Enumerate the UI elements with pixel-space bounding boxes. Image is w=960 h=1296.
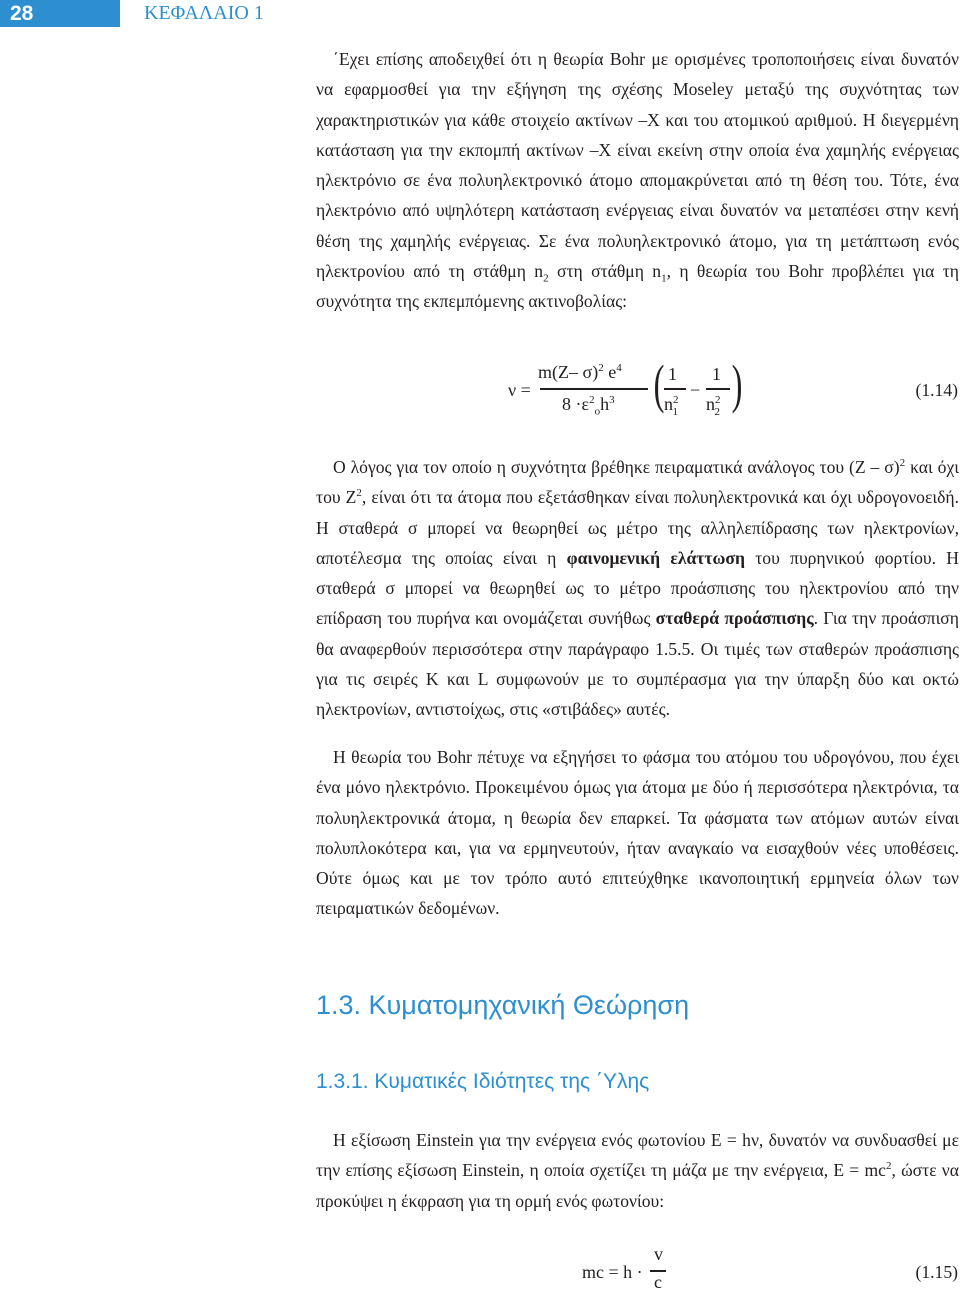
paragraph-text: Ο λόγος για τον οποίο η συχνότητα βρέθηκε πειραματικά ανάλογος του (Z – σ) <box>333 457 900 477</box>
fraction-bar <box>706 388 730 390</box>
paragraph-text: , είναι ότι τα άτομα που εξετάσθηκαν είναι πολυηλεκτρονικά και όχι υδρογονοειδή. Η σταθερά σ μπορεί να θεωρηθεί ως μέτρο της αλληλεπίδρασης των ηλεκτρονίων, αποτέλεσμα της οποίας είναι η <box>316 487 959 568</box>
bold-term: φαινομενική ελάττωση <box>566 547 745 568</box>
subscript: 2 <box>543 272 549 285</box>
bold-term: σταθερά προάσπισης <box>655 608 814 629</box>
section-heading-1-3: 1.3. Κυματομηχανική Θεώρηση <box>316 990 690 1020</box>
one-numerator-a: 1 <box>668 364 677 384</box>
paragraph-screening <box>316 452 959 725</box>
paragraph-text: , ώστε να προκύψει η έκφραση για τη ορμή ενός φωτονίου: <box>316 1160 959 1211</box>
equation-1-14 <box>500 352 960 432</box>
equation-denominator: $8 \cdot\varepsilon^2_oh^3$ <box>562 394 615 418</box>
equation-numerator: m(Z– σ)$^2$ $e^4$ <box>538 362 622 382</box>
chapter-label: ΚΕΦΑΛΑΙΟ 1 <box>144 2 264 24</box>
paragraph-text: στη στάθμη n <box>548 261 662 282</box>
equation-1-15 <box>580 1244 960 1296</box>
n2-denominator: $n^2_2$ <box>706 394 721 418</box>
superscript: 2 <box>885 1160 892 1173</box>
paragraph-text: και όχι του Z <box>316 457 959 508</box>
paragraph-text: ΄Εχει επίσης αποδειχθεί ότι η θεωρία Bohr με ορισμένες τροποποιήσεις είναι δυνατόν να εφαρμοσθεί για την εξήγηση της σχέσης Moseley μεταξύ της συχνότητας των χαρακτηριστικών για κάθε στοιχείο ακτίνων –X και του ατομικού αριθμού. Η διεγερμένη κατάσταση για την εκπομπή ακτίνων –X είναι εκείνη στην οποία ένα χαμηλής ενέργειας ηλεκτρόνιο σε ένα πολυηλεκτρονικό άτομο απομακρύνεται από τη θέση του. Τότε, ένα ηλεκτρόνιο από υψηλότερη κατάσταση ενέργειας είναι δυνατόν να μεταπέσει στην κενή θέση της χαμηλής ενέργειας. Σε ένα πολυηλεκτρονικό άτομο, για τη μετάπτωση ενός ηλεκτρονίου από τη στάθμη n <box>316 49 959 282</box>
superscript: 2 <box>899 457 906 470</box>
equation-numerator: v <box>654 1244 663 1264</box>
equation-lhs: mc = h · <box>582 1262 643 1282</box>
page-number: 28 <box>0 0 120 27</box>
section-heading-1-3-1: 1.3.1. Κυματικές Ιδιότητες της ΄Υλης <box>316 1070 650 1093</box>
one-numerator-b: 1 <box>712 364 721 384</box>
equation-denominator: c <box>654 1272 662 1292</box>
fraction-bar <box>540 388 648 390</box>
paragraph-bohr-limits <box>316 742 959 924</box>
paragraph-bohr-moseley <box>316 44 959 317</box>
equation-lhs: ν = <box>508 380 531 400</box>
left-paren: ( <box>653 354 665 414</box>
fraction-bar <box>664 388 686 390</box>
right-paren: ) <box>731 354 743 414</box>
superscript: 2 <box>356 487 362 500</box>
paragraph-einstein <box>316 1125 959 1216</box>
paragraph-text: Η εξίσωση Einstein για την ενέργεια ενός φωτονίου Ε = hν, δυνατόν να συνδυασθεί με την επίσης εξίσωση Einstein, η οποία σχετίζει τη μάζα με την ενέργεια, Ε = mc <box>316 1130 959 1181</box>
equation-number: (1.15) <box>915 1262 958 1282</box>
subscript: 1 <box>661 272 667 285</box>
equation-number: (1.14) <box>915 380 958 400</box>
paragraph-text: , η θεωρία του Bohr προβλέπει για τη συχνότητα της εκπεμπόμενης ακτινοβολίας: <box>316 261 959 312</box>
paragraph-text: . Για την προάσπιση θα αναφερθούν περισσότερα στην παράγραφο 1.5.5. Οι τιμές των σταθερών προάσπισης για τις σειρές K και L συμφωνούν με το συμπέρασμα για την ύπαρξη δύο και οκτώ ηλεκτρονίων, αντιστοίχως, στις «στιβάδες» αυτές. <box>316 608 959 720</box>
page-header <box>0 0 960 30</box>
paragraph-text: του πυρηνικού φορτίου. Η σταθερά σ μπορεί να θεωρηθεί ως το μέτρο προάσπισης του ηλεκτρονίου από την επίδραση του πυρήνα και ονομάζεται συνήθως <box>316 547 959 629</box>
minus-sign: − <box>690 380 701 400</box>
n1-denominator: $n^2_1$ <box>664 394 679 418</box>
paragraph-text: Η θεωρία του Bohr πέτυχε να εξηγήσει το φάσμα του ατόμου του υδρογόνου, που έχει ένα μόνο ηλεκτρόνιο. Προκειμένου όμως για άτομα με δύο ή περισσότερα ηλεκτρόνια, τα πολυηλεκτρονικά άτομα, η θεωρία δεν επαρκεί. Τα φάσματα των ατόμων αυτών είναι πολυπλοκότερα και, για να ερμηνευτούν, ήταν αναγκαίο να εισαχθούν νέες υποθέσεις. Ούτε όμως και με τον τρόπο αυτό επιτεύχθηκε ικανοποιητική ερμηνεία όλων των πειραματικών δεδομένων. <box>316 747 959 919</box>
